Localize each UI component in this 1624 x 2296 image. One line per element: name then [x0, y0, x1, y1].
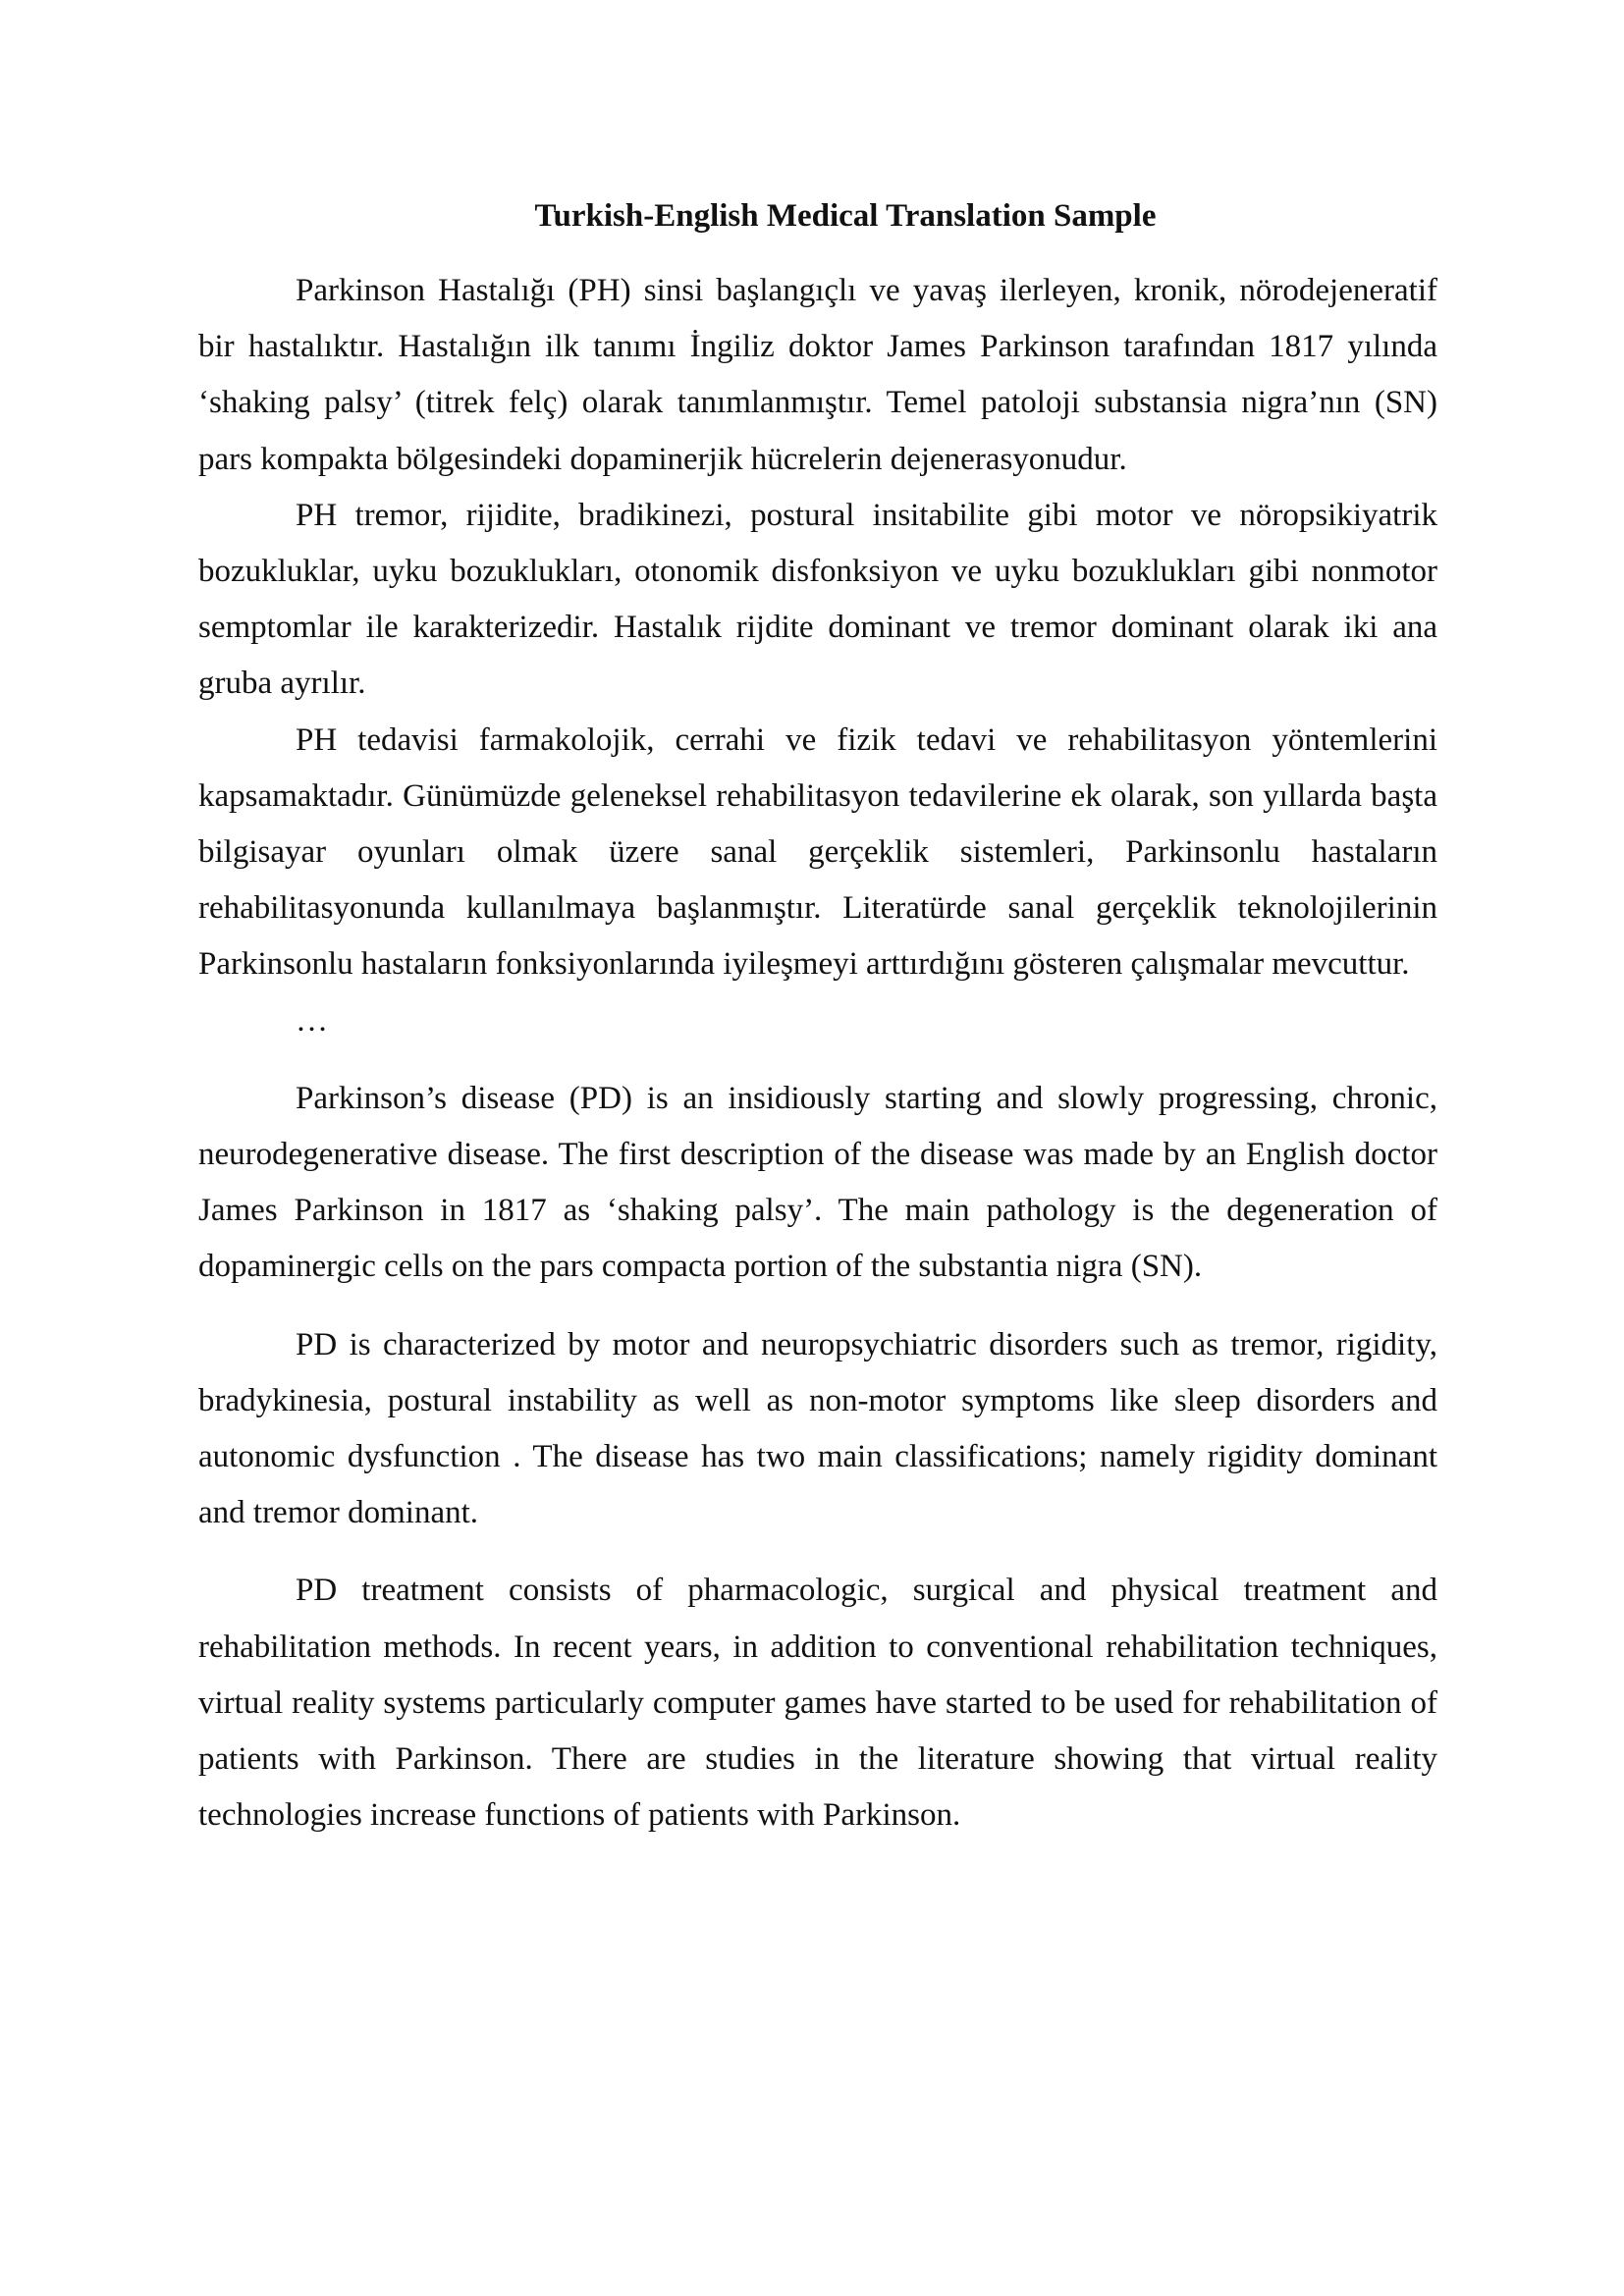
english-section	[198, 1071, 1437, 1844]
english-paragraph: PD is characterized by motor and neuropsychiatric disorders such as tremor, rigidity, bradykinesia, postural instability as well as non-motor symptoms like sleep disorders and autonomic dysfunction . The disease has two main classifications; namely rigidity dominant and tremor dominant.	[198, 1326, 1437, 1531]
turkish-section	[198, 263, 1437, 1049]
turkish-paragraph: Parkinson Hastalığı (PH) sinsi başlangıçlı ve yavaş ilerleyen, kronik, nörodejeneratif bir hastalıktır. Hastalığın ilk tanımı İngiliz doktor James Parkinson tarafından 1817 yılında ‘shaking palsy’ (titrek felç) olarak tanımlanmıştır. Temel patoloji substansia nigra’nın (SN) pars kompakta bölgesindeki dopaminerjik hücrelerin dejenerasyonudur.	[198, 273, 1437, 477]
section-ellipsis: …	[296, 1002, 328, 1039]
document-body	[198, 263, 1437, 1865]
english-paragraph: Parkinson’s disease (PD) is an insidiously starting and slowly progressing, chronic, neurodegenerative disease. The first description of the disease was made by an English doctor James Parkinson in 1817 as ‘shaking palsy’. The main pathology is the degeneration of dopaminergic cells on the pars compacta portion of the substantia nigra (SN).	[198, 1080, 1437, 1285]
turkish-paragraph: PH tedavisi farmakolojik, cerrahi ve fizik tedavi ve rehabilitasyon yöntemlerini kapsamaktadır. Günümüzde geleneksel rehabilitasyon tedavilerine ek olarak, son yıllarda başta bilgisayar oyunları olmak üzere sanal gerçeklik sistemleri, Parkinsonlu hastaların rehabilitasyonunda kullanılmaya başlanmıştır. Literatürde sanal gerçeklik teknolojilerinin Parkinsonlu hastaların fonksiyonlarında iyileşmeyi arttırdığını gösteren çalışmalar mevcuttur.	[198, 721, 1437, 983]
turkish-paragraph: PH tremor, rijidite, bradikinezi, postural insitabilite gibi motor ve nöropsikiyatrik bozukluklar, uyku bozuklukları, otonomik disfonksiyon ve uyku bozuklukları gibi nonmotor semptomlar ile karakterizedir. Hastalık rijdite dominant ve tremor dominant olarak iki ana gruba ayrılır.	[198, 497, 1437, 702]
english-paragraph: PD treatment consists of pharmacologic, surgical and physical treatment and rehabilitation methods. In recent years, in addition to conventional rehabilitation techniques, virtual reality systems particularly computer games have started to be used for rehabilitation of patients with Parkinson. There are studies in the literature showing that virtual reality technologies increase functions of patients with Parkinson.	[198, 1573, 1437, 1834]
document-title: Turkish-English Medical Translation Sample	[534, 198, 1157, 234]
